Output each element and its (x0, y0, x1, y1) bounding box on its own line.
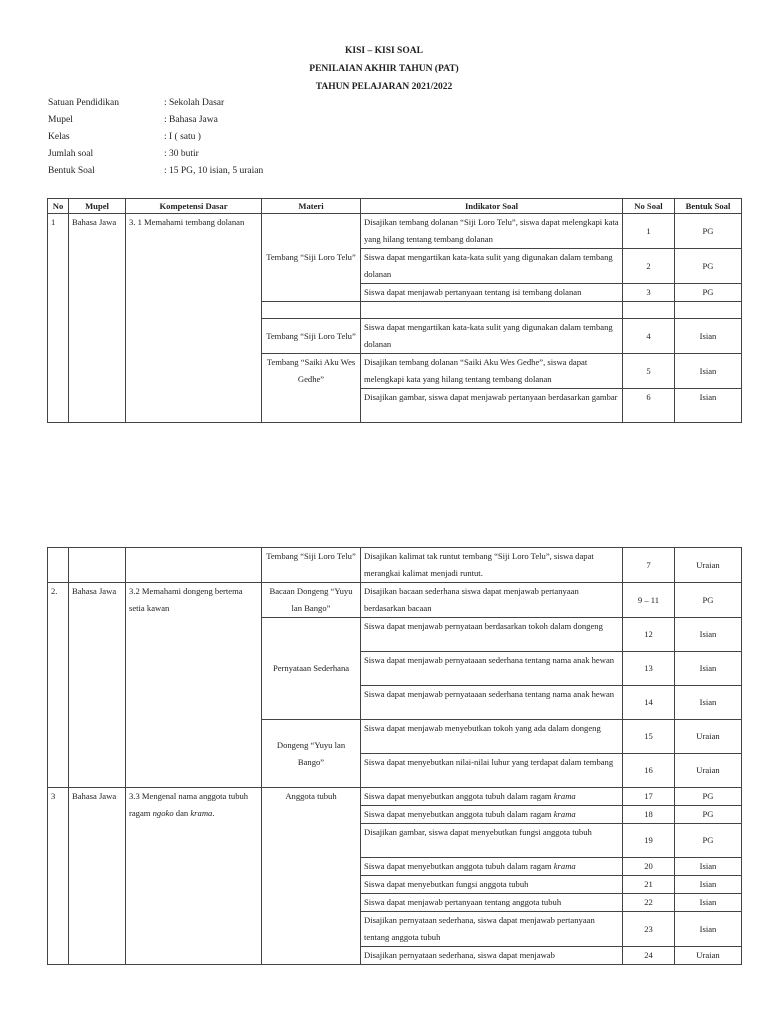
row-indikator: Siswa dapat menyebutkan anggota tubuh dalam ragam krama (361, 788, 623, 806)
row-materi: Bacaan Dongeng “Yuyu lan Bango” (262, 583, 361, 618)
row-bentuk: PG (675, 583, 742, 618)
row-kd: 3.3 Mengenal nama anggota tubuh ragam ngoko dan krama. (126, 788, 262, 965)
row-indikator: Disajikan gambar, siswa dapat menjawab pertanyaan berdasarkan gambar (361, 389, 623, 423)
row-indikator: Siswa dapat menjawab pertanyaan tentang isi tembang dolanan (361, 284, 623, 302)
row-bentuk: Uraian (675, 754, 742, 788)
row-no-soal: 21 (623, 876, 675, 894)
row-indikator: Disajikan kalimat tak runtut tembang “Siji Loro Telu”, siswa dapat merangkai kalimat menjadi runtut. (361, 548, 623, 583)
row-materi: Tembang “Siji Loro Telu” (262, 214, 361, 302)
row-indikator: Siswa dapat menyebutkan nilai-nilai luhur yang terdapat dalam tembang (361, 754, 623, 788)
row-no-soal: 1 (623, 214, 675, 249)
row-bentuk: Isian (675, 858, 742, 876)
row-bentuk: Uraian (675, 720, 742, 754)
table-header-row (48, 199, 742, 214)
row-indikator: Disajikan tembang dolanan “Siji Loro Telu”, siswa dapat melengkapi kata yang hilang tentang tembang dolanan (361, 214, 623, 249)
row-bentuk: PG (675, 249, 742, 284)
row-indikator: Siswa dapat menyebutkan anggota tubuh dalam ragam krama (361, 806, 623, 824)
row-no-soal: 20 (623, 858, 675, 876)
info-row: Jumlah soal : 30 butir (48, 149, 199, 159)
row-bentuk: Isian (675, 652, 742, 686)
row-no: 3 (48, 788, 69, 965)
row-indikator: Disajikan pernyataan sederhana, siswa dapat menjawab (361, 947, 623, 965)
row-mupel: Bahasa Jawa (69, 214, 126, 423)
row-no-soal: 24 (623, 947, 675, 965)
row-bentuk: PG (675, 788, 742, 806)
row-materi: Tembang “Siji Loro Telu” (262, 548, 361, 583)
doc-year: TAHUN PELAJARAN 2021/2022 (315, 82, 453, 92)
row-bentuk: Isian (675, 876, 742, 894)
doc-subtitle: PENILAIAN AKHIR TAHUN (PAT) (309, 64, 459, 74)
row-materi: Tembang “Saiki Aku Wes Gedhe” (262, 354, 361, 423)
col-header-no-soal: No Soal (623, 199, 675, 214)
row-indikator: Disajikan gambar, siswa dapat menyebutkan fungsi anggota tubuh (361, 824, 623, 858)
kisi-table-1 (47, 198, 742, 423)
table-row (48, 214, 742, 249)
row-kd: 3.2 Memahami dongeng bertema setia kawan (126, 583, 262, 788)
info-row: Kelas : I ( satu ) (48, 132, 201, 142)
row-no-soal: 15 (623, 720, 675, 754)
row-no-soal: 22 (623, 894, 675, 912)
col-header-no: No (48, 199, 69, 214)
row-indikator: Siswa dapat menyebutkan fungsi anggota tubuh (361, 876, 623, 894)
row-indikator: Siswa dapat menjawab menyebutkan tokoh yang ada dalam dongeng (361, 720, 623, 754)
row-materi: Anggota tubuh (262, 788, 361, 965)
row-bentuk: Isian (675, 389, 742, 423)
table-row (48, 583, 742, 618)
row-no-soal: 9 – 11 (623, 583, 675, 618)
row-bentuk: PG (675, 284, 742, 302)
info-row: Bentuk Soal : 15 PG, 10 isian, 5 uraian (48, 166, 264, 176)
row-no-soal: 14 (623, 686, 675, 720)
row-indikator: Disajikan tembang dolanan “Saiki Aku Wes Gedhe”, siswa dapat melengkapi kata yang hilang tentang tembang dolanan (361, 354, 623, 389)
row-mupel: Bahasa Jawa (69, 583, 126, 788)
row-bentuk: PG (675, 214, 742, 249)
info-row: Satuan Pendidikan : Sekolah Dasar (48, 98, 225, 108)
kisi-table-2 (47, 547, 742, 965)
row-no-soal: 13 (623, 652, 675, 686)
table-row (48, 548, 742, 583)
row-no-soal: 12 (623, 618, 675, 652)
row-indikator: Disajikan pernyataan sederhana, siswa dapat menjawab pertanyaan tentang anggota tubuh (361, 912, 623, 947)
row-bentuk: Isian (675, 354, 742, 389)
row-kd: 3. 1 Memahami tembang dolanan (126, 214, 262, 423)
col-header-kd: Kompetensi Dasar (126, 199, 262, 214)
row-bentuk: Isian (675, 686, 742, 720)
row-indikator: Siswa dapat menjawab pernyataaan sederhana tentang nama anak hewan (361, 652, 623, 686)
row-no: 2. (48, 583, 69, 788)
row-bentuk: Uraian (675, 548, 742, 583)
info-row: Mupel : Bahasa Jawa (48, 115, 218, 125)
col-header-materi: Materi (262, 199, 361, 214)
row-no-soal: 17 (623, 788, 675, 806)
row-no-soal: 7 (623, 548, 675, 583)
row-no-soal: 23 (623, 912, 675, 947)
row-bentuk: PG (675, 806, 742, 824)
row-indikator: Siswa dapat mengartikan kata-kata sulit yang digunakan dalam tembang dolanan (361, 249, 623, 284)
row-indikator: Siswa dapat menjawab pernyataaan sederhana tentang nama anak hewan (361, 686, 623, 720)
col-header-indikator: Indikator Soal (361, 199, 623, 214)
row-no-soal: 5 (623, 354, 675, 389)
row-materi: Pernyataan Sederhana (262, 618, 361, 720)
table-row (48, 788, 742, 806)
row-materi: Dongeng “Yuyu lan Bango” (262, 720, 361, 788)
row-indikator: Siswa dapat menyebutkan anggota tubuh dalam ragam krama (361, 858, 623, 876)
row-bentuk: Isian (675, 618, 742, 652)
row-materi: Tembang “Siji Loro Telu” (262, 319, 361, 354)
row-no-soal: 16 (623, 754, 675, 788)
row-no: 1 (48, 214, 69, 423)
row-indikator: Siswa dapat mengartikan kata-kata sulit yang digunakan dalam tembang dolanan (361, 319, 623, 354)
row-indikator: Siswa dapat menjawab pertanyaan tentang anggota tubuh (361, 894, 623, 912)
row-no-soal: 6 (623, 389, 675, 423)
doc-title: KISI – KISI SOAL (345, 46, 423, 56)
row-mupel: Bahasa Jawa (69, 788, 126, 965)
row-indikator: Siswa dapat menjawab pernyataan berdasarkan tokoh dalam dongeng (361, 618, 623, 652)
row-no-soal: 19 (623, 824, 675, 858)
row-no-soal: 3 (623, 284, 675, 302)
col-header-bentuk: Bentuk Soal (675, 199, 742, 214)
row-bentuk: PG (675, 824, 742, 858)
row-no-soal: 18 (623, 806, 675, 824)
row-no-soal: 4 (623, 319, 675, 354)
row-indikator: Disajikan bacaan sederhana siswa dapat menjawab pertanyaan berdasarkan bacaan (361, 583, 623, 618)
row-no-soal: 2 (623, 249, 675, 284)
col-header-mupel: Mupel (69, 199, 126, 214)
row-bentuk: Isian (675, 894, 742, 912)
row-bentuk: Isian (675, 319, 742, 354)
row-bentuk: Isian (675, 912, 742, 947)
row-bentuk: Uraian (675, 947, 742, 965)
